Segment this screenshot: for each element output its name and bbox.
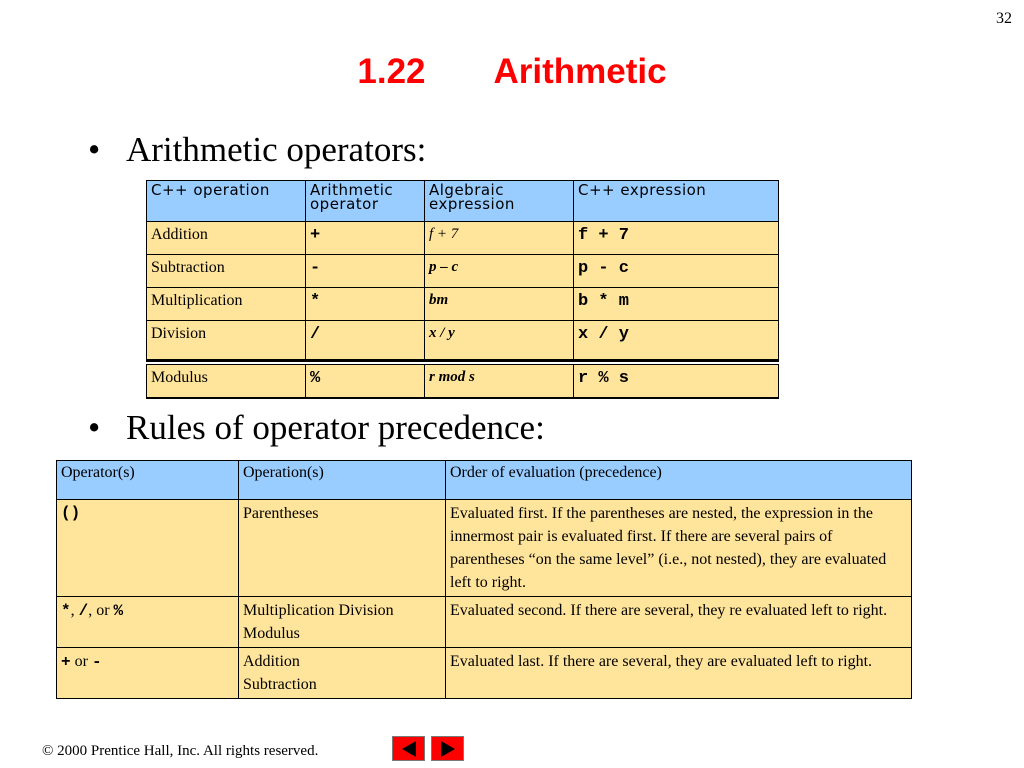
table-header-row: [147, 181, 779, 222]
operation-cell: Subtraction: [147, 255, 306, 288]
table-row: [147, 365, 779, 399]
operator-cell: -: [306, 255, 425, 288]
order-cell: Evaluated first. If the parentheses are nested, the expression in the innermost pair is evaluated first. If there are several pairs of parentheses “on the same level” (i.e., not nested), they are evaluated left to right.: [446, 500, 912, 597]
copyright-footer: [42, 743, 318, 760]
footer-text: 2000 Prentice Hall, Inc. All rights reserved.: [57, 743, 319, 759]
triangle-left-icon: [402, 741, 416, 757]
operators-cell: + or -: [57, 648, 239, 699]
operation-cell: Multiplication: [147, 288, 306, 321]
operator-cell: %: [306, 365, 425, 399]
order-cell: Evaluated second. If there are several, they re evaluated left to right.: [446, 597, 912, 648]
algebraic-cell: r mod s: [425, 365, 574, 399]
operator-cell: +: [306, 222, 425, 255]
triangle-right-icon: [441, 741, 455, 757]
header-cell: Operation(s): [239, 461, 446, 500]
header-cell: Algebraic expression: [425, 181, 574, 222]
table-row: [147, 222, 779, 255]
table-row: [147, 255, 779, 288]
table-row: [57, 648, 912, 699]
table-header-row: [57, 461, 912, 500]
algebraic-cell: p – c: [425, 255, 574, 288]
operator-cell: /: [306, 321, 425, 361]
algebraic-cell: x / y: [425, 321, 574, 361]
arithmetic-operators-table: [146, 180, 779, 399]
table-row: [147, 288, 779, 321]
cpp-expression-cell: r % s: [574, 365, 779, 399]
operation-cell: Modulus: [147, 365, 306, 399]
header-cell: C++ expression: [574, 181, 779, 222]
page-number: 32: [996, 10, 1012, 27]
bullet-icon: •: [88, 408, 101, 447]
operation-cell: Division: [147, 321, 306, 361]
header-cell: Operator(s): [57, 461, 239, 500]
order-cell: Evaluated last. If there are several, they are evaluated left to right.: [446, 648, 912, 699]
table-row: [147, 321, 779, 361]
header-cell: Arithmetic operator: [306, 181, 425, 222]
bullet-arithmetic-operators: [88, 130, 426, 170]
copyright-icon: ©: [42, 743, 54, 759]
header-cell: C++ operation: [147, 181, 306, 222]
table-row: [57, 500, 912, 597]
slide-title: [0, 52, 1024, 92]
operations-cell: Parentheses: [239, 500, 446, 597]
operation-cell: Addition: [147, 222, 306, 255]
cpp-expression-cell: f + 7: [574, 222, 779, 255]
operators-cell: (): [57, 500, 239, 597]
slide-navigation: [392, 736, 464, 761]
operators-cell: *, /, or %: [57, 597, 239, 648]
header-cell: Order of evaluation (precedence): [446, 461, 912, 500]
bullet-operator-precedence: [88, 408, 545, 448]
operations-cell: Multiplication Division Modulus: [239, 597, 446, 648]
operator-cell: *: [306, 288, 425, 321]
operator-precedence-table: [56, 460, 912, 699]
operations-cell: Addition Subtraction: [239, 648, 446, 699]
cpp-expression-cell: x / y: [574, 321, 779, 361]
algebraic-cell: f + 7: [425, 222, 574, 255]
cpp-expression-cell: b * m: [574, 288, 779, 321]
section-number: 1.22: [357, 52, 426, 91]
bullet-icon: •: [88, 130, 101, 169]
title-text: Arithmetic: [493, 52, 667, 91]
next-slide-button[interactable]: [431, 736, 464, 761]
bullet-text: Rules of operator precedence:: [126, 408, 545, 447]
algebraic-cell: bm: [425, 288, 574, 321]
bullet-text: Arithmetic operators:: [126, 130, 427, 169]
cpp-expression-cell: p - c: [574, 255, 779, 288]
table-row: [57, 597, 912, 648]
previous-slide-button[interactable]: [392, 736, 425, 761]
